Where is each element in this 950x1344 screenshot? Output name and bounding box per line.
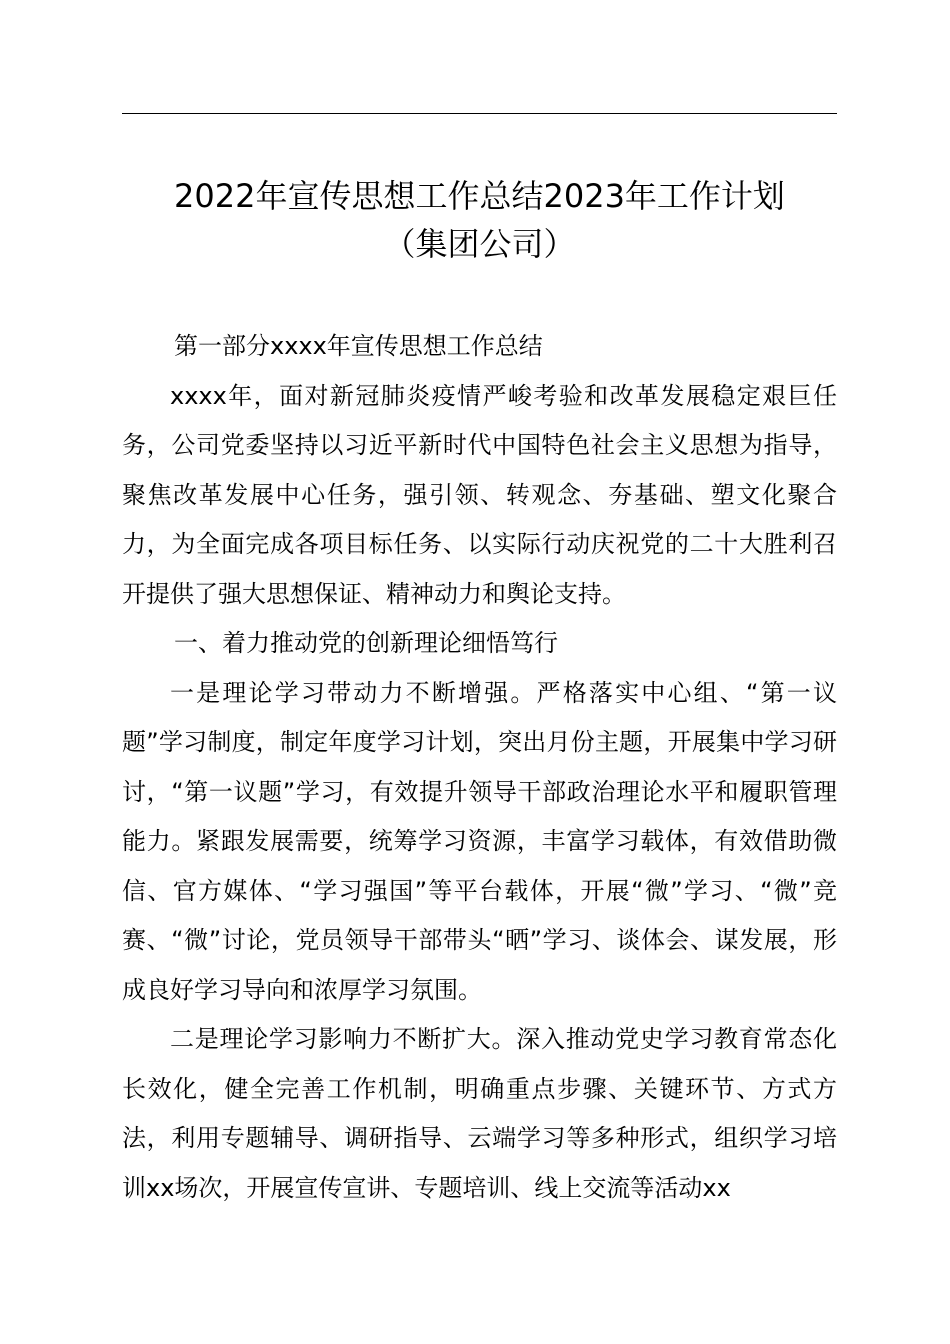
paragraph: 二是理论学习影响力不断扩大。深入推动党史学习教育常态化长效化，健全完善工作机制，明确重点步骤、关键环节、方式方法，利用专题辅导、调研指导、云端学习等多种形式，组织学习培训xx场次，开展宣传宣讲、专题培训、线上交流等活动xx <box>122 1025 837 1202</box>
header-rule <box>122 113 837 114</box>
document-subtitle: （集团公司） <box>383 225 576 263</box>
document-title: 2022年宣传思想工作总结2023年工作计划 <box>174 177 785 215</box>
part-heading: 第一部分xxxx年宣传思想工作总结 <box>174 332 543 360</box>
paragraph: xxxx年，面对新冠肺炎疫情严峻考验和改革发展稳定艰巨任务，公司党委坚持以习近平新时代中国特色社会主义思想为指导，聚焦改革发展中心任务，强引领、转观念、夯基础、塑文化聚合力，为全面完成各项目标任务、以实际行动庆祝党的二十大胜利召开提供了强大思想保证、精神动力和舆论支持。 <box>122 381 837 608</box>
paragraph: 一是理论学习带动力不断增强。严格落实中心组、“第一议题”学习制度，制定年度学习计划，突出月份主题，开展集中学习研讨，“第一议题”学习，有效提升领导干部政治理论水平和履职管理能力。紧跟发展需要，统筹学习资源，丰富学习载体，有效借助微信、官方媒体、“学习强国”等平台载体，开展“微”学习、“微”竞赛、“微”讨论，党员领导干部带头“晒”学习、谈体会、谋发展，形成良好学习导向和浓厚学习氛围。 <box>122 678 837 1004</box>
section-heading: 一、着力推动党的创新理论细悟笃行 <box>174 629 558 657</box>
document-body <box>122 322 837 1213</box>
